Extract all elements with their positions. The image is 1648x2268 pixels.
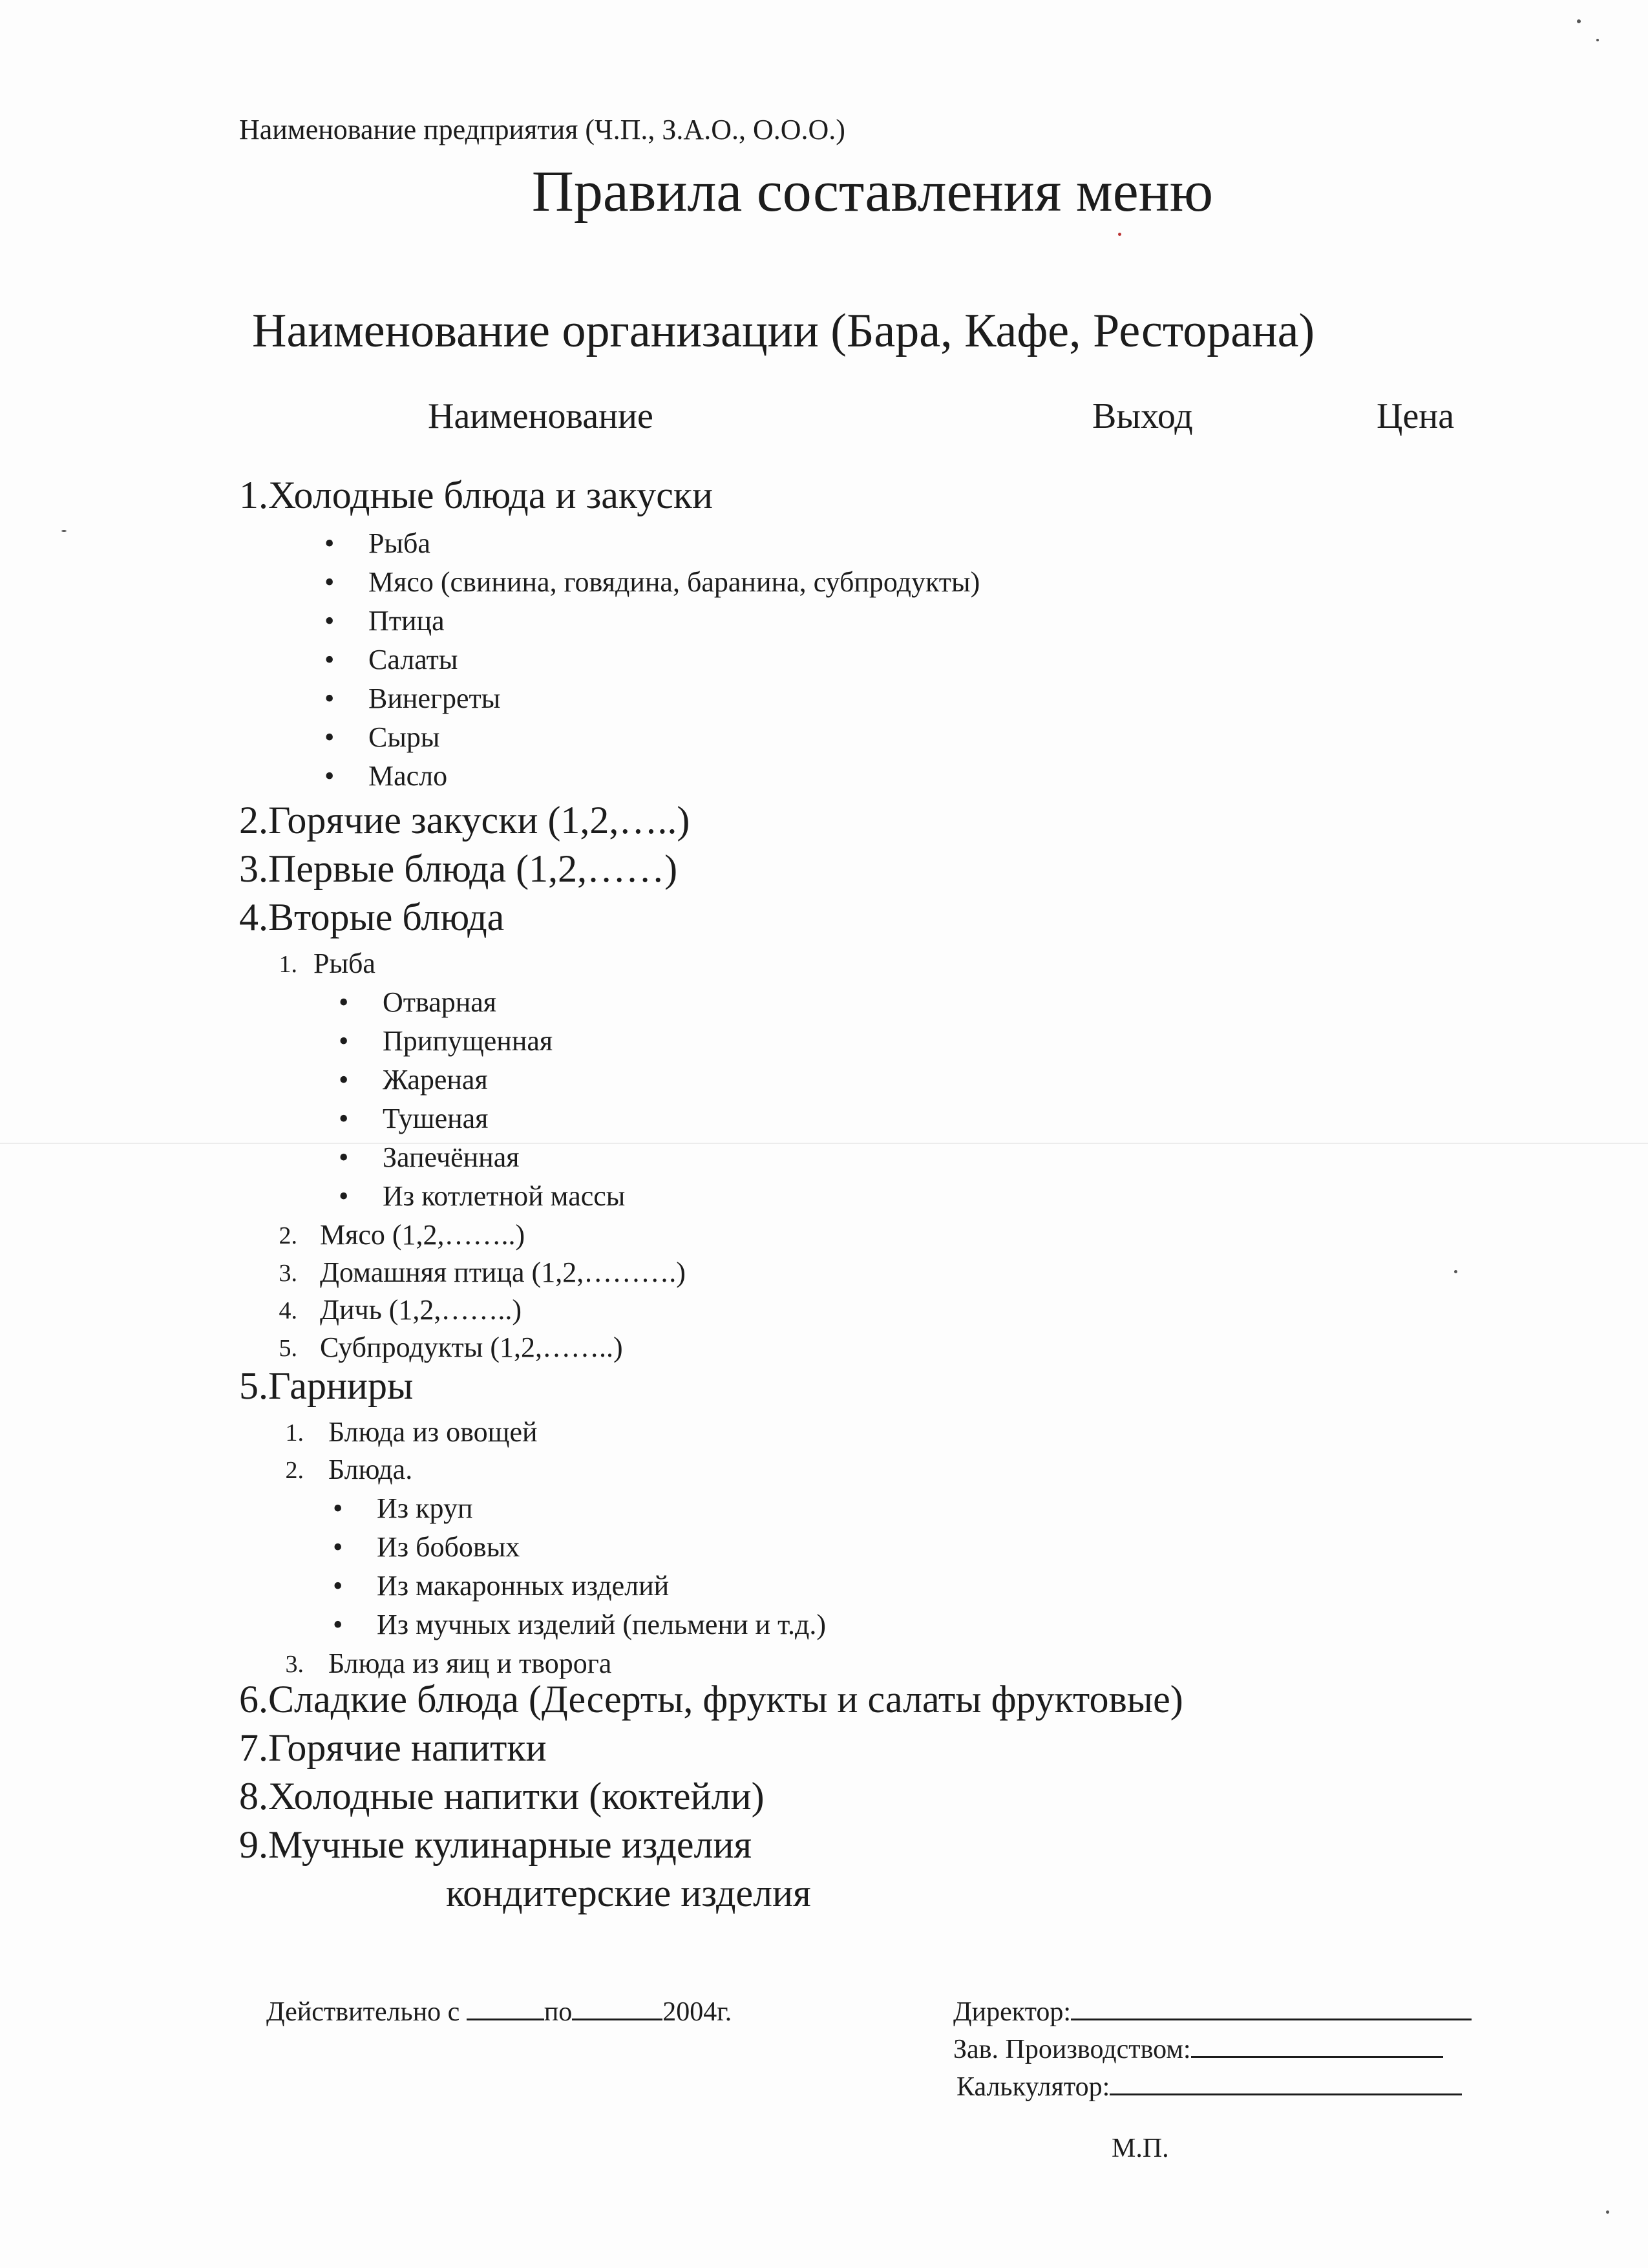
column-header-name: Наименование xyxy=(428,396,653,436)
list-item: • Сыры xyxy=(368,721,439,754)
valid-from-field[interactable] xyxy=(467,1994,544,2020)
scan-speck xyxy=(61,530,67,532)
scan-speck xyxy=(1606,2210,1609,2214)
list-item: • Из котлетной массы xyxy=(383,1180,625,1213)
scan-speck xyxy=(1577,19,1581,23)
list-item: • Птица xyxy=(368,604,445,637)
list-item: • Тушеная xyxy=(383,1102,488,1135)
list-item: • Рыба xyxy=(368,527,430,560)
fold-line xyxy=(0,1143,1648,1144)
list-item: Дичь (1,2,……..) xyxy=(320,1294,522,1326)
column-header-output: Выход xyxy=(1092,396,1193,436)
column-header-price: Цена xyxy=(1377,396,1455,436)
list-item: Блюда. xyxy=(328,1454,413,1485)
calculator-label: Калькулятор: xyxy=(956,2072,1110,2102)
list-item: • Салаты xyxy=(368,643,458,676)
section-hot-snacks: 2.Горячие закуски (1,2,…..) xyxy=(239,799,690,842)
list-number: 2. xyxy=(279,1222,297,1249)
list-item: • Припущенная xyxy=(383,1024,553,1057)
list-number: 2. xyxy=(285,1457,304,1484)
list-number: 5. xyxy=(279,1335,297,1362)
section-flour-products: 9.Мучные кулинарные изделия xyxy=(239,1823,752,1866)
scan-speck xyxy=(1454,1270,1457,1273)
section-desserts: 6.Сладкие блюда (Десерты, фрукты и салаты фруктовые) xyxy=(239,1678,1183,1721)
list-number: 1. xyxy=(279,951,297,978)
list-item: • Из мучных изделий (пельмени и т.д.) xyxy=(377,1608,826,1641)
scan-speck xyxy=(1596,39,1599,41)
list-item: • Винегреты xyxy=(368,682,500,715)
calculator-line xyxy=(956,2069,1462,2103)
section-main-courses: 4.Вторые блюда xyxy=(239,896,505,938)
director-label: Директор: xyxy=(953,1997,1072,2027)
validity-line xyxy=(266,1994,732,2028)
list-item: • Из макаронных изделий xyxy=(377,1569,669,1602)
section-cold-drinks: 8.Холодные напитки (коктейли) xyxy=(239,1775,765,1818)
valid-mid: по xyxy=(544,1997,573,2027)
page-subtitle: Наименование организации (Бара, Кафе, Ресторана) xyxy=(252,304,1315,357)
list-item: Домашняя птица (1,2,……….) xyxy=(320,1256,686,1288)
list-item: • Жареная xyxy=(383,1063,488,1096)
section-cold-dishes: 1.Холодные блюда и закуски xyxy=(239,474,713,516)
list-item: • Масло xyxy=(368,759,447,792)
list-item: • Мясо (свинина, говядина, баранина, субпродукты) xyxy=(368,566,980,599)
valid-prefix: Действительно с xyxy=(266,1997,460,2027)
section-garnishes: 5.Гарниры xyxy=(239,1364,414,1407)
list-item: • Из круп xyxy=(377,1492,473,1525)
list-item: Блюда из овощей xyxy=(328,1416,538,1448)
list-item: • Запечённая xyxy=(383,1141,520,1174)
list-number: 4. xyxy=(279,1297,297,1324)
production-head-signature-field[interactable] xyxy=(1191,2031,1443,2058)
scan-speck xyxy=(1118,233,1121,236)
company-label: Наименование предприятия (Ч.П., З.А.О., О.О.О.) xyxy=(239,114,845,145)
valid-to-field[interactable] xyxy=(572,1994,662,2020)
section-hot-drinks: 7.Горячие напитки xyxy=(239,1726,547,1769)
list-number: 1. xyxy=(285,1419,304,1447)
list-item: Рыба xyxy=(313,948,375,979)
list-item: • Отварная xyxy=(383,986,496,1019)
list-number: 3. xyxy=(279,1260,297,1287)
production-head-line xyxy=(953,2031,1443,2065)
production-head-label: Зав. Производством: xyxy=(953,2035,1191,2064)
director-line xyxy=(953,1994,1472,2028)
stamp-label: М.П. xyxy=(1112,2134,1169,2163)
section-first-courses: 3.Первые блюда (1,2,……) xyxy=(239,847,678,890)
list-item: Мясо (1,2,……..) xyxy=(320,1219,525,1251)
page-title: Правила составления меню xyxy=(531,160,1214,224)
director-signature-field[interactable] xyxy=(1071,1994,1472,2020)
list-item: • Из бобовых xyxy=(377,1531,520,1563)
list-item: Блюда из яиц и творога xyxy=(328,1648,612,1679)
section-flour-products-continuation: кондитерские изделия xyxy=(446,1872,811,1914)
list-number: 3. xyxy=(285,1651,304,1678)
valid-suffix: 2004г. xyxy=(662,1997,732,2027)
calculator-signature-field[interactable] xyxy=(1110,2069,1462,2095)
list-item: Субпродукты (1,2,……..) xyxy=(320,1331,623,1363)
